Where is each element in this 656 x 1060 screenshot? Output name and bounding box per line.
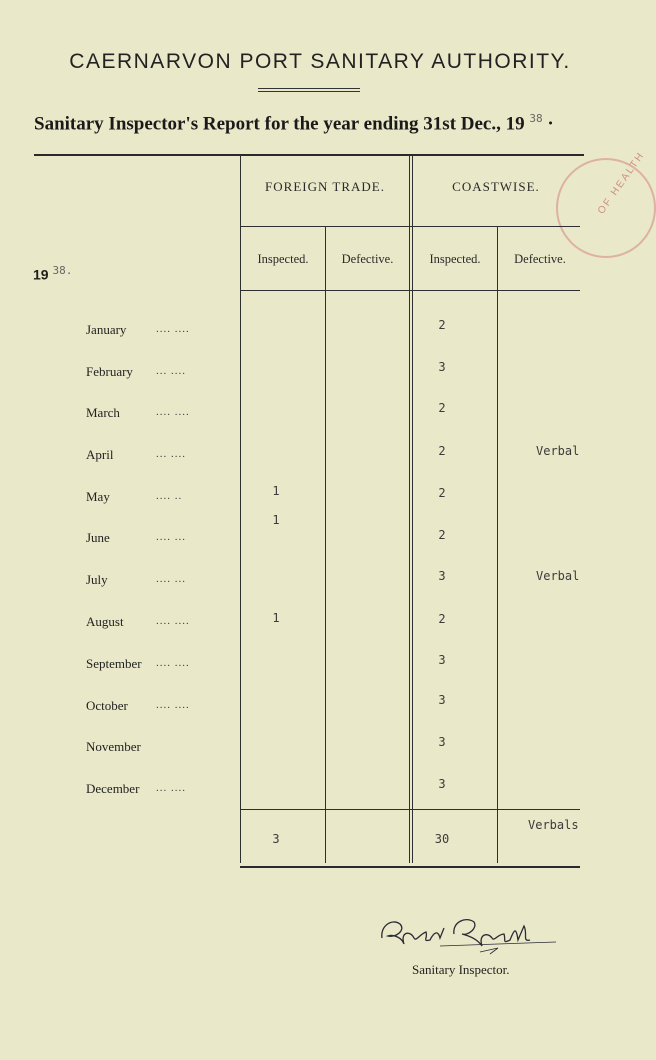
- coastwise-header: COASTWISE.: [452, 179, 540, 194]
- year-suffix: 38.: [52, 264, 73, 277]
- subtitle-year: 38: [529, 112, 543, 125]
- row-dots: .... ...: [156, 531, 186, 543]
- coast-inspected-header: Inspected.: [429, 252, 481, 266]
- coast-inspected-cell: 2: [438, 318, 446, 332]
- row-dots: .... ...: [156, 573, 186, 585]
- title-underline-second: [258, 91, 360, 92]
- coast-inspected-cell: 2: [438, 528, 446, 542]
- coast-inspected-total: 30: [434, 832, 450, 846]
- foreign-defective-header: Defective.: [341, 252, 394, 266]
- coast-inspected-cell: 3: [438, 693, 446, 707]
- inspector-signature: [370, 908, 560, 958]
- column-header-rule: [240, 290, 580, 291]
- row-dots: .... ....: [156, 699, 190, 711]
- row-month: April: [86, 447, 114, 462]
- coast-inspected-cell: 3: [438, 360, 446, 374]
- foreign-trade-header: FOREIGN TRADE.: [265, 179, 385, 194]
- stamp-text: OF HEALTH: [596, 149, 648, 217]
- coast-inspected-cell: 3: [438, 569, 446, 583]
- row-month: March: [86, 405, 120, 420]
- row-month: July: [86, 572, 108, 587]
- subtitle-text: Sanitary Inspector's Report for the year ending 31st Dec., 19: [34, 113, 525, 135]
- row-month: August: [86, 614, 124, 629]
- row-dots: .... ....: [156, 657, 190, 669]
- foreign-inspected-total: 3: [272, 832, 280, 846]
- table-bottom-rule: [240, 866, 580, 868]
- totals-rule: [240, 809, 580, 810]
- document-title: CAERNARVON PORT SANITARY AUTHORITY.: [69, 50, 571, 73]
- row-month: May: [86, 489, 110, 504]
- row-dots: .... ....: [156, 615, 190, 627]
- coast-inspected-cell: 2: [438, 486, 446, 500]
- coast-defective-cell: Verbal: [536, 569, 580, 583]
- row-dots: .... ..: [156, 490, 183, 502]
- coast-inspected-cell: 3: [438, 777, 446, 791]
- row-month: October: [86, 698, 128, 713]
- row-dots: .... ....: [156, 406, 190, 418]
- coast-defective-cell: Verbal: [536, 444, 580, 458]
- coast-defective-header: Defective.: [514, 252, 566, 266]
- row-month: September: [86, 656, 142, 671]
- report-subtitle: [34, 112, 554, 135]
- coast-inspected-cell: 2: [438, 444, 446, 458]
- coast-column-divider: [497, 226, 498, 863]
- foreign-inspected-cell: 1: [272, 513, 280, 527]
- row-dots: ... ....: [156, 448, 186, 460]
- row-month: November: [86, 739, 141, 754]
- foreign-inspected-header: Inspected.: [257, 252, 309, 266]
- row-month: January: [86, 322, 127, 337]
- subtitle-trailing-mark: ·: [547, 113, 554, 135]
- coast-inspected-cell: 2: [438, 612, 446, 626]
- row-dots: ... ....: [156, 782, 186, 794]
- coast-inspected-cell: 2: [438, 401, 446, 415]
- coast-inspected-cell: 3: [438, 735, 446, 749]
- row-month: February: [86, 364, 133, 379]
- coast-defective-total: Verbals: [528, 818, 579, 832]
- year-label: [33, 264, 72, 283]
- row-dots: ... ....: [156, 365, 186, 377]
- table-top-rule: [34, 154, 584, 156]
- foreign-inspected-cell: 1: [272, 611, 280, 625]
- row-dots: .... ....: [156, 323, 190, 335]
- group-header-rule: [240, 226, 580, 227]
- foreign-inspected-cell: 1: [272, 484, 280, 498]
- row-month: December: [86, 781, 140, 796]
- signature-caption: Sanitary Inspector.: [412, 962, 510, 977]
- coast-inspected-cell: 3: [438, 653, 446, 667]
- title-underline: [258, 88, 360, 89]
- row-month: June: [86, 530, 110, 545]
- foreign-column-divider: [325, 226, 326, 863]
- year-prefix: 19: [33, 266, 49, 283]
